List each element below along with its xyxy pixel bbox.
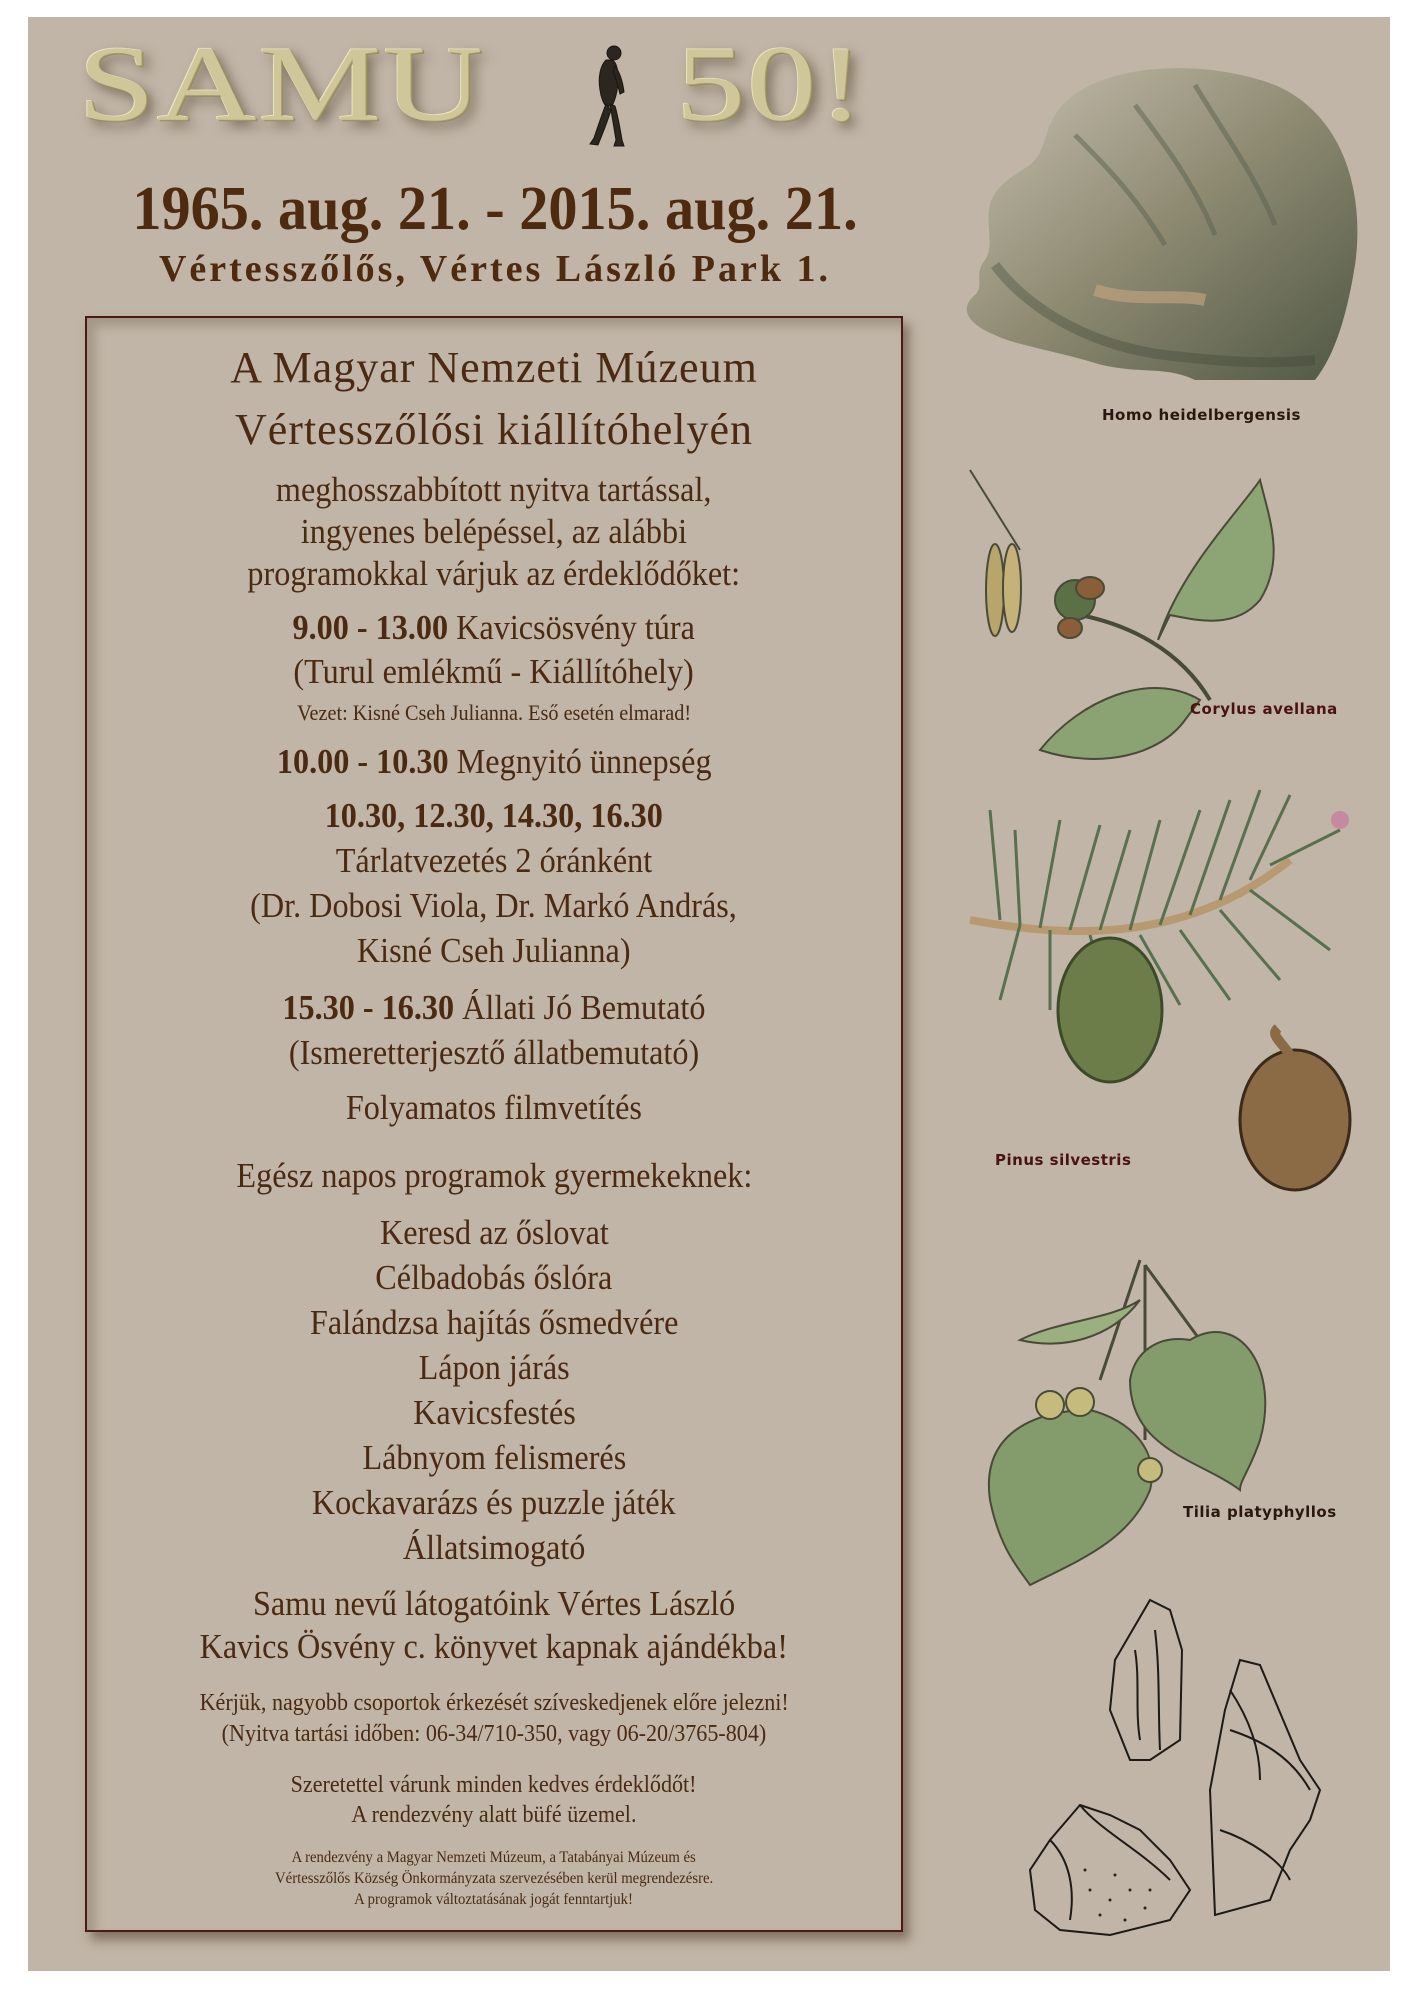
intro-line-3: meghosszabbított nyitva tartással, xyxy=(276,470,712,509)
intro-line-5: programokkal várjuk az érdeklődőket: xyxy=(247,554,741,593)
intro-line-4: ingyenes belépéssel, az alábbi xyxy=(300,512,688,551)
program-item-3-sub: (Dr. Dobosi Viola, Dr. Markó András, xyxy=(250,886,738,925)
kids-item: Kockavarázs és puzzle játék xyxy=(312,1483,676,1522)
contact-line-1: Kérjük, nagyobb csoportok érkezését szíveskedjenek előre jelezni! xyxy=(199,1690,789,1716)
kids-item: Állatsimogató xyxy=(402,1528,586,1567)
kids-item: Lábnyom felismerés xyxy=(362,1438,626,1477)
intro-line-2: Vértesszőlősi kiállítóhelyén xyxy=(235,405,753,454)
kids-item: Falándzsa hajítás ősmedvére xyxy=(309,1303,679,1342)
footer-line-1: A rendezvény a Magyar Nemzeti Múzeum, a Tatabányai Múzeum és xyxy=(291,1849,697,1866)
contact-phone-line: (Nyitva tartási időben: 06-34/710-350, vagy 06-20/3765-804) xyxy=(221,1721,767,1747)
hominid-head-sculpture-icon xyxy=(935,45,1375,385)
program-item-4: 15.30 - 16.30 Állati Jó Bemutató xyxy=(282,988,706,1027)
program-item-1: 9.00 - 13.00 Kavicsösvény túra xyxy=(292,608,696,647)
footer-line-2: Vértesszőlős Község Önkormányzata szervezésében kerül megrendezésre. xyxy=(274,1870,714,1887)
footer-line-3: A programok változtatásának jogát fenntartjuk! xyxy=(354,1891,634,1908)
linden-branch-icon xyxy=(960,1240,1300,1600)
label-corylus-avellana: Corylus avellana xyxy=(1190,700,1338,718)
kids-item: Keresd az őslovat xyxy=(379,1213,609,1252)
event-dates: 1965. aug. 21. - 2015. aug. 21. xyxy=(132,175,858,243)
label-tilia-platyphyllos: Tilia platyphyllos xyxy=(1183,1503,1337,1521)
program-time: 15.30 - 16.30 xyxy=(282,988,455,1027)
program-item-1-sub: (Turul emlékmű - Kiállítóhely) xyxy=(293,652,695,691)
intro-line-1: A Magyar Nemzeti Múzeum xyxy=(230,343,758,392)
gift-line-2: Kavics Ösvény c. könyvet kapnak ajándékba! xyxy=(199,1627,789,1666)
gift-line-1: Samu nevű látogatóink Vértes László xyxy=(252,1584,736,1623)
event-address: Vértesszőlős, Vértes László Park 1. xyxy=(158,248,832,290)
program-item-2: 10.00 - 10.30 Megnyitó ünnepség xyxy=(276,742,712,781)
program-item-3-times: 10.30, 12.30, 14.30, 16.30 xyxy=(324,796,664,835)
program-item-4-sub: (Ismeretterjesztő állatbemutató) xyxy=(288,1033,700,1072)
label-homo-heidelbergensis: Homo heidelbergensis xyxy=(1102,406,1301,424)
program-item-3: Tárlatvezetés 2 óránként xyxy=(335,841,653,880)
program-item-1-note: Vezet: Kisné Cseh Julianna. Eső esetén elmarad! xyxy=(297,700,691,725)
title-word-samu: SAMU xyxy=(78,23,485,144)
label-pinus-silvestris: Pinus silvestris xyxy=(995,1151,1132,1169)
hazel-branch-icon xyxy=(960,450,1360,770)
stone-tools-icon xyxy=(990,1590,1370,1950)
pine-branch-icon xyxy=(960,770,1380,1200)
kids-heading: Egész napos programok gyermekeknek: xyxy=(236,1156,752,1195)
walking-hominid-icon xyxy=(578,44,638,150)
program-time: 10.00 - 10.30 xyxy=(276,742,449,781)
program-time: 9.00 - 13.00 xyxy=(292,608,449,647)
program-item-3-sub2: Kisné Cseh Julianna) xyxy=(357,931,631,970)
welcome-line-1: Szeretettel várunk minden kedves érdeklődőt! xyxy=(291,1772,697,1798)
title-word-fifty: 50! xyxy=(676,23,866,144)
welcome-line-2: A rendezvény alatt büfé üzemel. xyxy=(351,1802,637,1828)
kids-item: Lápon járás xyxy=(418,1348,570,1387)
kids-item: Kavicsfestés xyxy=(412,1393,576,1432)
kids-item: Célbadobás őslóra xyxy=(375,1258,613,1297)
program-item-5: Folyamatos filmvetítés xyxy=(345,1088,643,1127)
